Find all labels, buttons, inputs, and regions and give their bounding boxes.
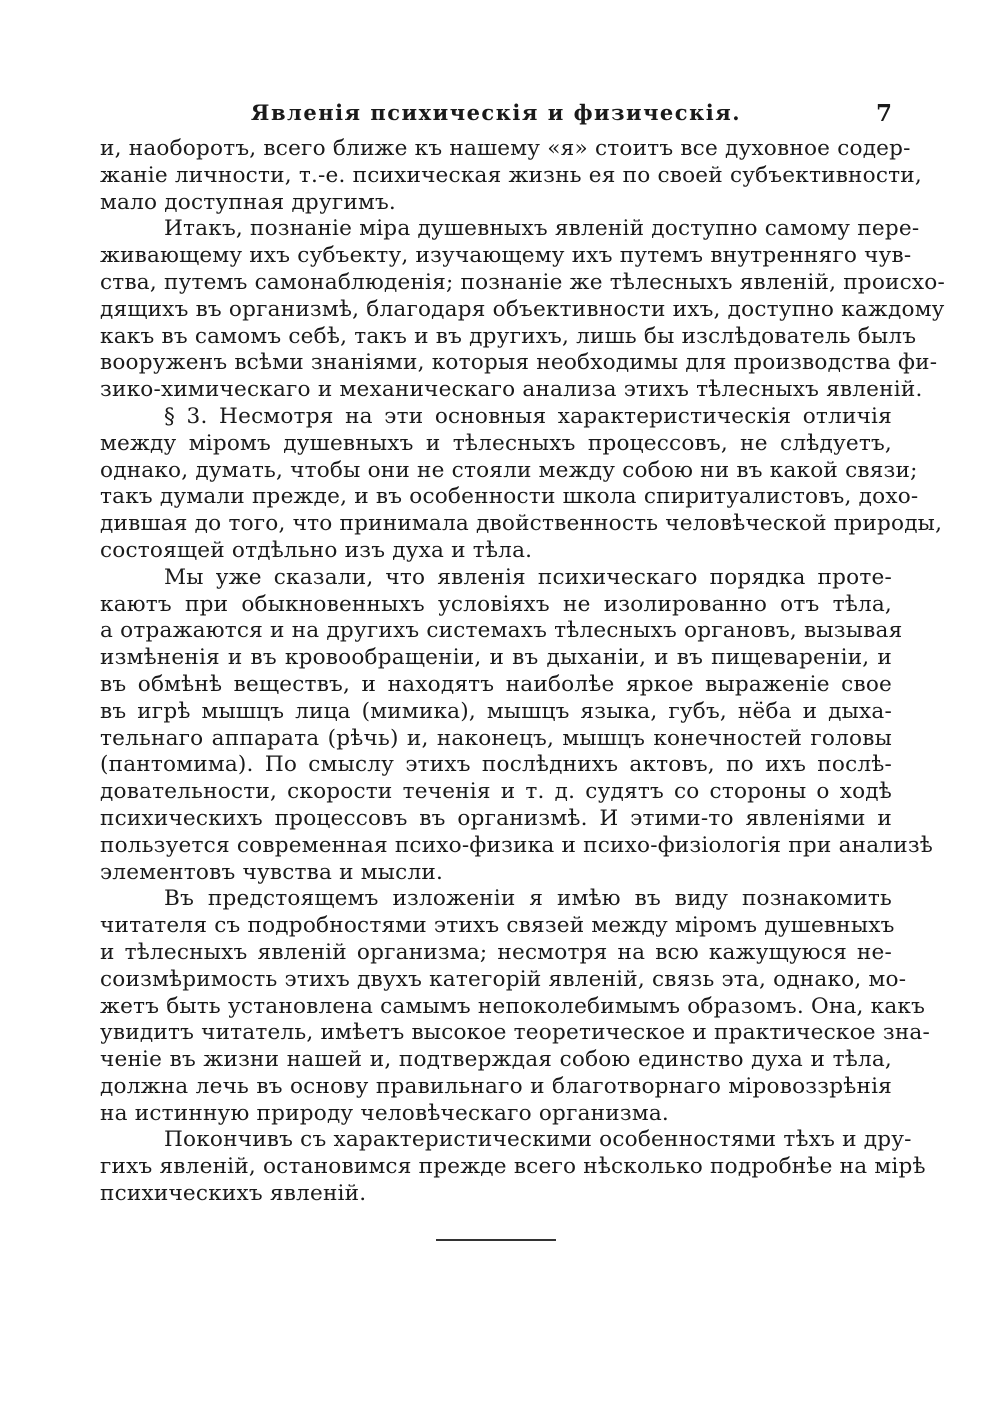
text-line: измѣненія и въ кровообращеніи, и въ дыханіи, и въ пищевареніи, и <box>100 645 892 671</box>
text-line: соизмѣримость этихъ двухъ категорій явленій, связь эта, однако, мо- <box>100 966 907 992</box>
text-line: на истинную природу человѣческаго организма. <box>100 1100 669 1126</box>
text-line: Мы уже сказали, что явленія психическаго порядка проте- <box>164 564 892 590</box>
end-rule <box>100 1230 892 1240</box>
text-line: однако, думать, чтобы они не стояли между собою ни въ какой связи; <box>100 457 918 483</box>
text-line: дящихъ въ организмѣ, благодаря объективности ихъ, доступно каждому <box>100 296 945 322</box>
body-text <box>100 136 945 1208</box>
text-line: психическихъ процессовъ въ организмѣ. И этими-то явленіями и <box>100 805 892 831</box>
text-line: жетъ быть установлена самымъ непоколебимымъ образомъ. Она, какъ <box>100 993 926 1019</box>
text-line: увидитъ читатель, имѣетъ высокое теоретическое и практическое зна- <box>100 1020 930 1046</box>
text-line: читателя съ подробностями этихъ связей между міромъ душевныхъ <box>100 913 895 939</box>
text-line: § 3. Несмотря на эти основныя характеристическія отличія <box>164 403 892 429</box>
text-line: ства, путемъ самонаблюденія; познаніе же тѣлесныхъ явленій, происхо- <box>100 269 945 295</box>
paragraph <box>100 403 943 565</box>
text-line: ченіе въ жизни нашей и, подтверждая собою единство духа и тѣла, <box>100 1047 892 1073</box>
text-line: и тѣлесныхъ явленій организма; несмотря на всю кажущуюся не- <box>100 939 892 965</box>
text-line: вооруженъ всѣми знаніями, которыя необходимы для производства фи- <box>100 350 938 376</box>
text-line: Покончивъ съ характеристическими особенностями тѣхъ и дру- <box>164 1127 912 1153</box>
text-line: элементовъ чувства и мысли. <box>100 859 444 885</box>
text-line: мало доступная другимъ. <box>100 189 396 215</box>
text-line: довательности, скорости теченія и т. д. судятъ со стороны о ходѣ <box>100 779 892 805</box>
text-line: живающему ихъ субъекту, изучающему ихъ путемъ внутренняго чув- <box>100 243 912 269</box>
paragraph <box>100 1127 926 1207</box>
text-line: между міромъ душевныхъ и тѣлесныхъ процессовъ, не слѣдуетъ, <box>100 430 892 456</box>
text-line: психическихъ явленій. <box>100 1181 367 1207</box>
text-line: пользуется современная психо-физика и психо-физіологія при анализѣ <box>100 832 934 858</box>
text-line: состоящей отдѣльно изъ духа и тѣла. <box>100 537 533 563</box>
paragraph <box>100 216 945 404</box>
paragraph <box>100 564 934 887</box>
text-line: Итакъ, познаніе міра душевныхъ явленій доступно самому пере- <box>164 216 920 242</box>
book-page <box>100 100 945 1240</box>
end-rule-line <box>436 1239 556 1241</box>
text-line: Въ предстоящемъ изложеніи я имѣю въ виду познакомить <box>164 886 892 912</box>
text-line: должна лечь въ основу правильнаго и благотворнаго міровоззрѣнія <box>100 1073 892 1099</box>
text-line: а отражаются и на другихъ системахъ тѣлесныхъ органовъ, вызывая <box>100 618 903 644</box>
text-line: каютъ при обыкновенныхъ условіяхъ не изолированно отъ тѣла, <box>100 591 892 617</box>
text-line: гихъ явленій, остановимся прежде всего нѣсколько подробнѣе на мірѣ <box>100 1154 926 1180</box>
text-line: (пантомима). По смыслу этихъ послѣднихъ актовъ, по ихъ послѣ- <box>100 752 892 778</box>
page-number: 7 <box>875 100 892 127</box>
paragraph <box>100 136 922 216</box>
text-line: и, наоборотъ, всего ближе къ нашему «я» стоитъ все духовное содер- <box>100 136 911 161</box>
text-line: какъ въ самомъ себѣ, такъ и въ другихъ, лишь бы изслѣдователь былъ <box>100 323 917 349</box>
text-line: зико-химическаго и механическаго анализа этихъ тѣлесныхъ явленій. <box>100 377 923 403</box>
text-line: тельнаго аппарата (рѣчь) и, наконецъ, мышцъ конечностей головы <box>100 725 892 751</box>
text-line: жаніе личности, т.-е. психическая жизнь ея по своей субъективности, <box>100 162 922 188</box>
paragraph <box>100 886 930 1127</box>
text-line: въ обмѣнѣ веществъ, и находятъ наиболѣе яркое выраженіе свое <box>100 671 892 697</box>
running-header <box>100 100 892 136</box>
text-line: въ игрѣ мышцъ лица (мимика), мышцъ языка, губъ, нёба и дыха- <box>100 698 892 724</box>
text-line: такъ думали прежде, и въ особенности школа спиритуалистовъ, дохо- <box>100 484 919 510</box>
text-line: дившая до того, что принимала двойственность человѣческой природы, <box>100 511 943 537</box>
running-title: Явленія психическія и физическія. <box>250 100 742 125</box>
